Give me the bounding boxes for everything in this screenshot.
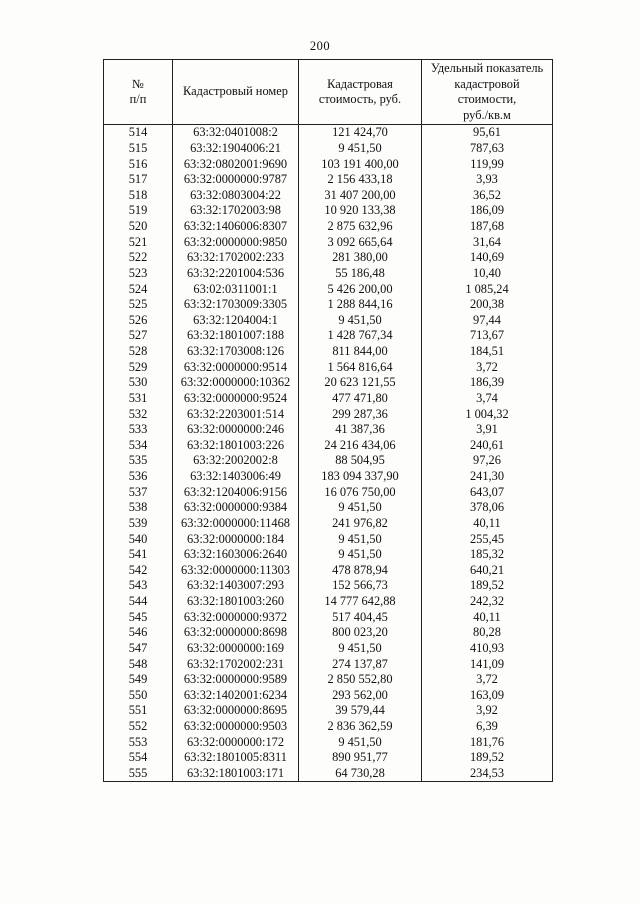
cell-row-number: 529	[104, 359, 173, 375]
cell-cadastral-number: 63:32:2201004:536	[173, 266, 299, 282]
cell-row-number: 550	[104, 688, 173, 704]
cell-cadastral-value: 477 471,80	[299, 391, 422, 407]
table-row	[104, 703, 553, 719]
cell-row-number: 542	[104, 563, 173, 579]
page-number: 200	[309, 39, 331, 53]
cell-specific-indicator: 97,26	[422, 453, 553, 469]
cell-specific-indicator: 242,32	[422, 594, 553, 610]
cell-cadastral-value: 9 451,50	[299, 641, 422, 657]
cell-cadastral-number: 63:32:0000000:246	[173, 422, 299, 438]
cell-specific-indicator: 80,28	[422, 625, 553, 641]
cell-cadastral-value: 2 850 552,80	[299, 672, 422, 688]
cell-cadastral-value: 9 451,50	[299, 531, 422, 547]
cell-row-number: 523	[104, 266, 173, 282]
cell-specific-indicator: 10,40	[422, 266, 553, 282]
cell-cadastral-number: 63:32:0000000:9384	[173, 500, 299, 516]
cell-specific-indicator: 140,69	[422, 250, 553, 266]
cell-cadastral-value: 478 878,94	[299, 563, 422, 579]
cell-cadastral-number: 63:32:1801007:188	[173, 328, 299, 344]
cell-specific-indicator: 40,11	[422, 609, 553, 625]
cell-cadastral-number: 63:32:1703008:126	[173, 344, 299, 360]
cell-row-number: 541	[104, 547, 173, 563]
table-row	[104, 125, 553, 141]
table-row	[104, 406, 553, 422]
cell-cadastral-number: 63:32:0000000:9787	[173, 172, 299, 188]
table-row	[104, 359, 553, 375]
cell-row-number: 548	[104, 656, 173, 672]
cell-row-number: 525	[104, 297, 173, 313]
cell-row-number: 524	[104, 281, 173, 297]
cell-specific-indicator: 241,30	[422, 469, 553, 485]
table-row	[104, 484, 553, 500]
cell-row-number: 543	[104, 578, 173, 594]
cell-cadastral-value: 293 562,00	[299, 688, 422, 704]
cell-cadastral-value: 64 730,28	[299, 766, 422, 782]
cell-cadastral-value: 31 407 200,00	[299, 188, 422, 204]
table-row	[104, 328, 553, 344]
cell-cadastral-value: 16 076 750,00	[299, 484, 422, 500]
cell-cadastral-number: 63:32:0000000:8698	[173, 625, 299, 641]
cell-cadastral-value: 9 451,50	[299, 313, 422, 329]
table-row	[104, 656, 553, 672]
cell-cadastral-value: 811 844,00	[299, 344, 422, 360]
cell-row-number: 544	[104, 594, 173, 610]
cell-cadastral-number: 63:32:1204006:9156	[173, 484, 299, 500]
cell-specific-indicator: 95,61	[422, 125, 553, 141]
cell-specific-indicator: 189,52	[422, 750, 553, 766]
cell-row-number: 515	[104, 141, 173, 157]
cell-cadastral-number: 63:32:0802001:9690	[173, 156, 299, 172]
table-row	[104, 203, 553, 219]
cell-row-number: 521	[104, 234, 173, 250]
cell-cadastral-value: 3 092 665,64	[299, 234, 422, 250]
cell-cadastral-value: 5 426 200,00	[299, 281, 422, 297]
table-row	[104, 234, 553, 250]
cell-specific-indicator: 3,72	[422, 359, 553, 375]
cell-cadastral-value: 2 156 433,18	[299, 172, 422, 188]
cell-cadastral-value: 9 451,50	[299, 547, 422, 563]
cell-specific-indicator: 189,52	[422, 578, 553, 594]
cell-row-number: 520	[104, 219, 173, 235]
cell-specific-indicator: 36,52	[422, 188, 553, 204]
cell-row-number: 540	[104, 531, 173, 547]
table-row	[104, 563, 553, 579]
cell-cadastral-number: 63:32:1702003:98	[173, 203, 299, 219]
header-cadastral-value: Кадастровая стоимость, руб.	[299, 60, 422, 125]
cell-cadastral-value: 281 380,00	[299, 250, 422, 266]
cell-row-number: 522	[104, 250, 173, 266]
table-row	[104, 391, 553, 407]
cell-cadastral-value: 103 191 400,00	[299, 156, 422, 172]
cell-specific-indicator: 240,61	[422, 438, 553, 454]
cell-specific-indicator: 141,09	[422, 656, 553, 672]
table-row	[104, 516, 553, 532]
cell-cadastral-number: 63:32:2203001:514	[173, 406, 299, 422]
cell-cadastral-number: 63:32:0000000:9524	[173, 391, 299, 407]
cell-row-number: 534	[104, 438, 173, 454]
cell-cadastral-number: 63:02:0311001:1	[173, 281, 299, 297]
table-row	[104, 422, 553, 438]
cell-cadastral-number: 63:32:0000000:9514	[173, 359, 299, 375]
cell-cadastral-number: 63:32:1702002:231	[173, 656, 299, 672]
table-row	[104, 734, 553, 750]
cell-cadastral-value: 24 216 434,06	[299, 438, 422, 454]
cell-row-number: 530	[104, 375, 173, 391]
cell-row-number: 545	[104, 609, 173, 625]
cell-cadastral-number: 63:32:1403007:293	[173, 578, 299, 594]
cell-row-number: 554	[104, 750, 173, 766]
table-row	[104, 172, 553, 188]
table-row	[104, 156, 553, 172]
table-header-row	[104, 60, 553, 125]
cell-cadastral-number: 63:32:0000000:184	[173, 531, 299, 547]
cell-cadastral-value: 88 504,95	[299, 453, 422, 469]
table-row	[104, 609, 553, 625]
cell-specific-indicator: 713,67	[422, 328, 553, 344]
cell-specific-indicator: 97,44	[422, 313, 553, 329]
cell-cadastral-number: 63:32:1204004:1	[173, 313, 299, 329]
cell-row-number: 533	[104, 422, 173, 438]
cell-row-number: 535	[104, 453, 173, 469]
cell-row-number: 546	[104, 625, 173, 641]
cell-cadastral-number: 63:32:1801003:260	[173, 594, 299, 610]
cell-specific-indicator: 40,11	[422, 516, 553, 532]
table-row	[104, 578, 553, 594]
cell-cadastral-value: 20 623 121,55	[299, 375, 422, 391]
table-row	[104, 141, 553, 157]
header-specific-indicator: Удельный показатель кадастровой стоимости, руб./кв.м	[422, 60, 553, 125]
cell-specific-indicator: 1 004,32	[422, 406, 553, 422]
cell-cadastral-value: 517 404,45	[299, 609, 422, 625]
table-row	[104, 453, 553, 469]
cell-row-number: 539	[104, 516, 173, 532]
cell-specific-indicator: 234,53	[422, 766, 553, 782]
cell-cadastral-value: 10 920 133,38	[299, 203, 422, 219]
cell-cadastral-number: 63:32:0803004:22	[173, 188, 299, 204]
table-row	[104, 719, 553, 735]
cell-specific-indicator: 255,45	[422, 531, 553, 547]
table-row	[104, 641, 553, 657]
cell-row-number: 528	[104, 344, 173, 360]
cell-specific-indicator: 1 085,24	[422, 281, 553, 297]
cell-cadastral-number: 63:32:1702002:233	[173, 250, 299, 266]
cell-cadastral-number: 63:32:0000000:172	[173, 734, 299, 750]
cell-row-number: 519	[104, 203, 173, 219]
table-body	[104, 125, 553, 782]
cell-cadastral-number: 63:32:1703009:3305	[173, 297, 299, 313]
cell-row-number: 514	[104, 125, 173, 141]
cell-specific-indicator: 163,09	[422, 688, 553, 704]
table-row	[104, 375, 553, 391]
cell-specific-indicator: 3,91	[422, 422, 553, 438]
cell-row-number: 549	[104, 672, 173, 688]
cell-row-number: 538	[104, 500, 173, 516]
table-row	[104, 250, 553, 266]
header-row-number: № п/п	[104, 60, 173, 125]
cell-specific-indicator: 3,74	[422, 391, 553, 407]
cell-cadastral-value: 9 451,50	[299, 500, 422, 516]
table-row	[104, 500, 553, 516]
cell-cadastral-number: 63:32:1403006:49	[173, 469, 299, 485]
table-row	[104, 766, 553, 782]
cell-cadastral-value: 55 186,48	[299, 266, 422, 282]
cell-row-number: 536	[104, 469, 173, 485]
cell-specific-indicator: 31,64	[422, 234, 553, 250]
table-row	[104, 625, 553, 641]
cell-cadastral-value: 1 428 767,34	[299, 328, 422, 344]
cell-row-number: 555	[104, 766, 173, 782]
cell-cadastral-value: 241 976,82	[299, 516, 422, 532]
table-row	[104, 313, 553, 329]
cell-row-number: 531	[104, 391, 173, 407]
cell-cadastral-number: 63:32:1603006:2640	[173, 547, 299, 563]
cell-cadastral-number: 63:32:0000000:9503	[173, 719, 299, 735]
cell-cadastral-value: 800 023,20	[299, 625, 422, 641]
cell-specific-indicator: 185,32	[422, 547, 553, 563]
cell-cadastral-value: 9 451,50	[299, 141, 422, 157]
table-row	[104, 547, 553, 563]
table-row	[104, 219, 553, 235]
cell-cadastral-number: 63:32:0000000:169	[173, 641, 299, 657]
cell-specific-indicator: 787,63	[422, 141, 553, 157]
cell-specific-indicator: 186,09	[422, 203, 553, 219]
cell-specific-indicator: 186,39	[422, 375, 553, 391]
cell-specific-indicator: 200,38	[422, 297, 553, 313]
cell-cadastral-value: 274 137,87	[299, 656, 422, 672]
cell-specific-indicator: 3,92	[422, 703, 553, 719]
cell-specific-indicator: 6,39	[422, 719, 553, 735]
cell-row-number: 517	[104, 172, 173, 188]
cell-specific-indicator: 119,99	[422, 156, 553, 172]
cell-cadastral-value: 9 451,50	[299, 734, 422, 750]
cell-cadastral-number: 63:32:1406006:8307	[173, 219, 299, 235]
table-row	[104, 438, 553, 454]
cell-cadastral-number: 63:32:1801003:226	[173, 438, 299, 454]
cell-cadastral-value: 299 287,36	[299, 406, 422, 422]
header-cadastral-number: Кадастровый номер	[173, 60, 299, 125]
cell-cadastral-number: 63:32:0000000:11468	[173, 516, 299, 532]
cell-cadastral-value: 890 951,77	[299, 750, 422, 766]
table-row	[104, 672, 553, 688]
cell-cadastral-number: 63:32:0000000:9850	[173, 234, 299, 250]
cell-row-number: 537	[104, 484, 173, 500]
cell-cadastral-number: 63:32:0000000:11303	[173, 563, 299, 579]
cell-cadastral-number: 63:32:0000000:10362	[173, 375, 299, 391]
cell-row-number: 516	[104, 156, 173, 172]
cell-row-number: 518	[104, 188, 173, 204]
cell-specific-indicator: 378,06	[422, 500, 553, 516]
table-row	[104, 266, 553, 282]
cell-specific-indicator: 643,07	[422, 484, 553, 500]
table-row	[104, 188, 553, 204]
table-row	[104, 531, 553, 547]
cell-cadastral-number: 63:32:1801003:171	[173, 766, 299, 782]
cell-row-number: 553	[104, 734, 173, 750]
cell-cadastral-value: 121 424,70	[299, 125, 422, 141]
cell-cadastral-value: 152 566,73	[299, 578, 422, 594]
cell-cadastral-number: 63:32:2002002:8	[173, 453, 299, 469]
cell-cadastral-number: 63:32:1402001:6234	[173, 688, 299, 704]
cell-cadastral-number: 63:32:0000000:9372	[173, 609, 299, 625]
table-row	[104, 594, 553, 610]
cell-cadastral-number: 63:32:1904006:21	[173, 141, 299, 157]
cell-specific-indicator: 640,21	[422, 563, 553, 579]
cell-row-number: 527	[104, 328, 173, 344]
cell-cadastral-value: 1 564 816,64	[299, 359, 422, 375]
table-row	[104, 344, 553, 360]
cell-specific-indicator: 410,93	[422, 641, 553, 657]
cell-specific-indicator: 3,72	[422, 672, 553, 688]
cell-specific-indicator: 3,93	[422, 172, 553, 188]
cell-cadastral-number: 63:32:0000000:9589	[173, 672, 299, 688]
cell-row-number: 532	[104, 406, 173, 422]
cell-cadastral-number: 63:32:1801005:8311	[173, 750, 299, 766]
table-row	[104, 281, 553, 297]
cell-cadastral-value: 14 777 642,88	[299, 594, 422, 610]
cell-cadastral-value: 41 387,36	[299, 422, 422, 438]
cell-row-number: 526	[104, 313, 173, 329]
cell-cadastral-value: 2 875 632,96	[299, 219, 422, 235]
cell-cadastral-number: 63:32:0000000:8695	[173, 703, 299, 719]
cell-specific-indicator: 184,51	[422, 344, 553, 360]
cell-cadastral-value: 2 836 362,59	[299, 719, 422, 735]
table-row	[104, 297, 553, 313]
cell-cadastral-value: 183 094 337,90	[299, 469, 422, 485]
cell-row-number: 551	[104, 703, 173, 719]
cell-cadastral-value: 39 579,44	[299, 703, 422, 719]
table-row	[104, 750, 553, 766]
cell-specific-indicator: 187,68	[422, 219, 553, 235]
cell-row-number: 552	[104, 719, 173, 735]
table-row	[104, 688, 553, 704]
cell-cadastral-value: 1 288 844,16	[299, 297, 422, 313]
cell-specific-indicator: 181,76	[422, 734, 553, 750]
cell-cadastral-number: 63:32:0401008:2	[173, 125, 299, 141]
table-row	[104, 469, 553, 485]
cadastral-value-table	[103, 59, 553, 782]
cell-row-number: 547	[104, 641, 173, 657]
